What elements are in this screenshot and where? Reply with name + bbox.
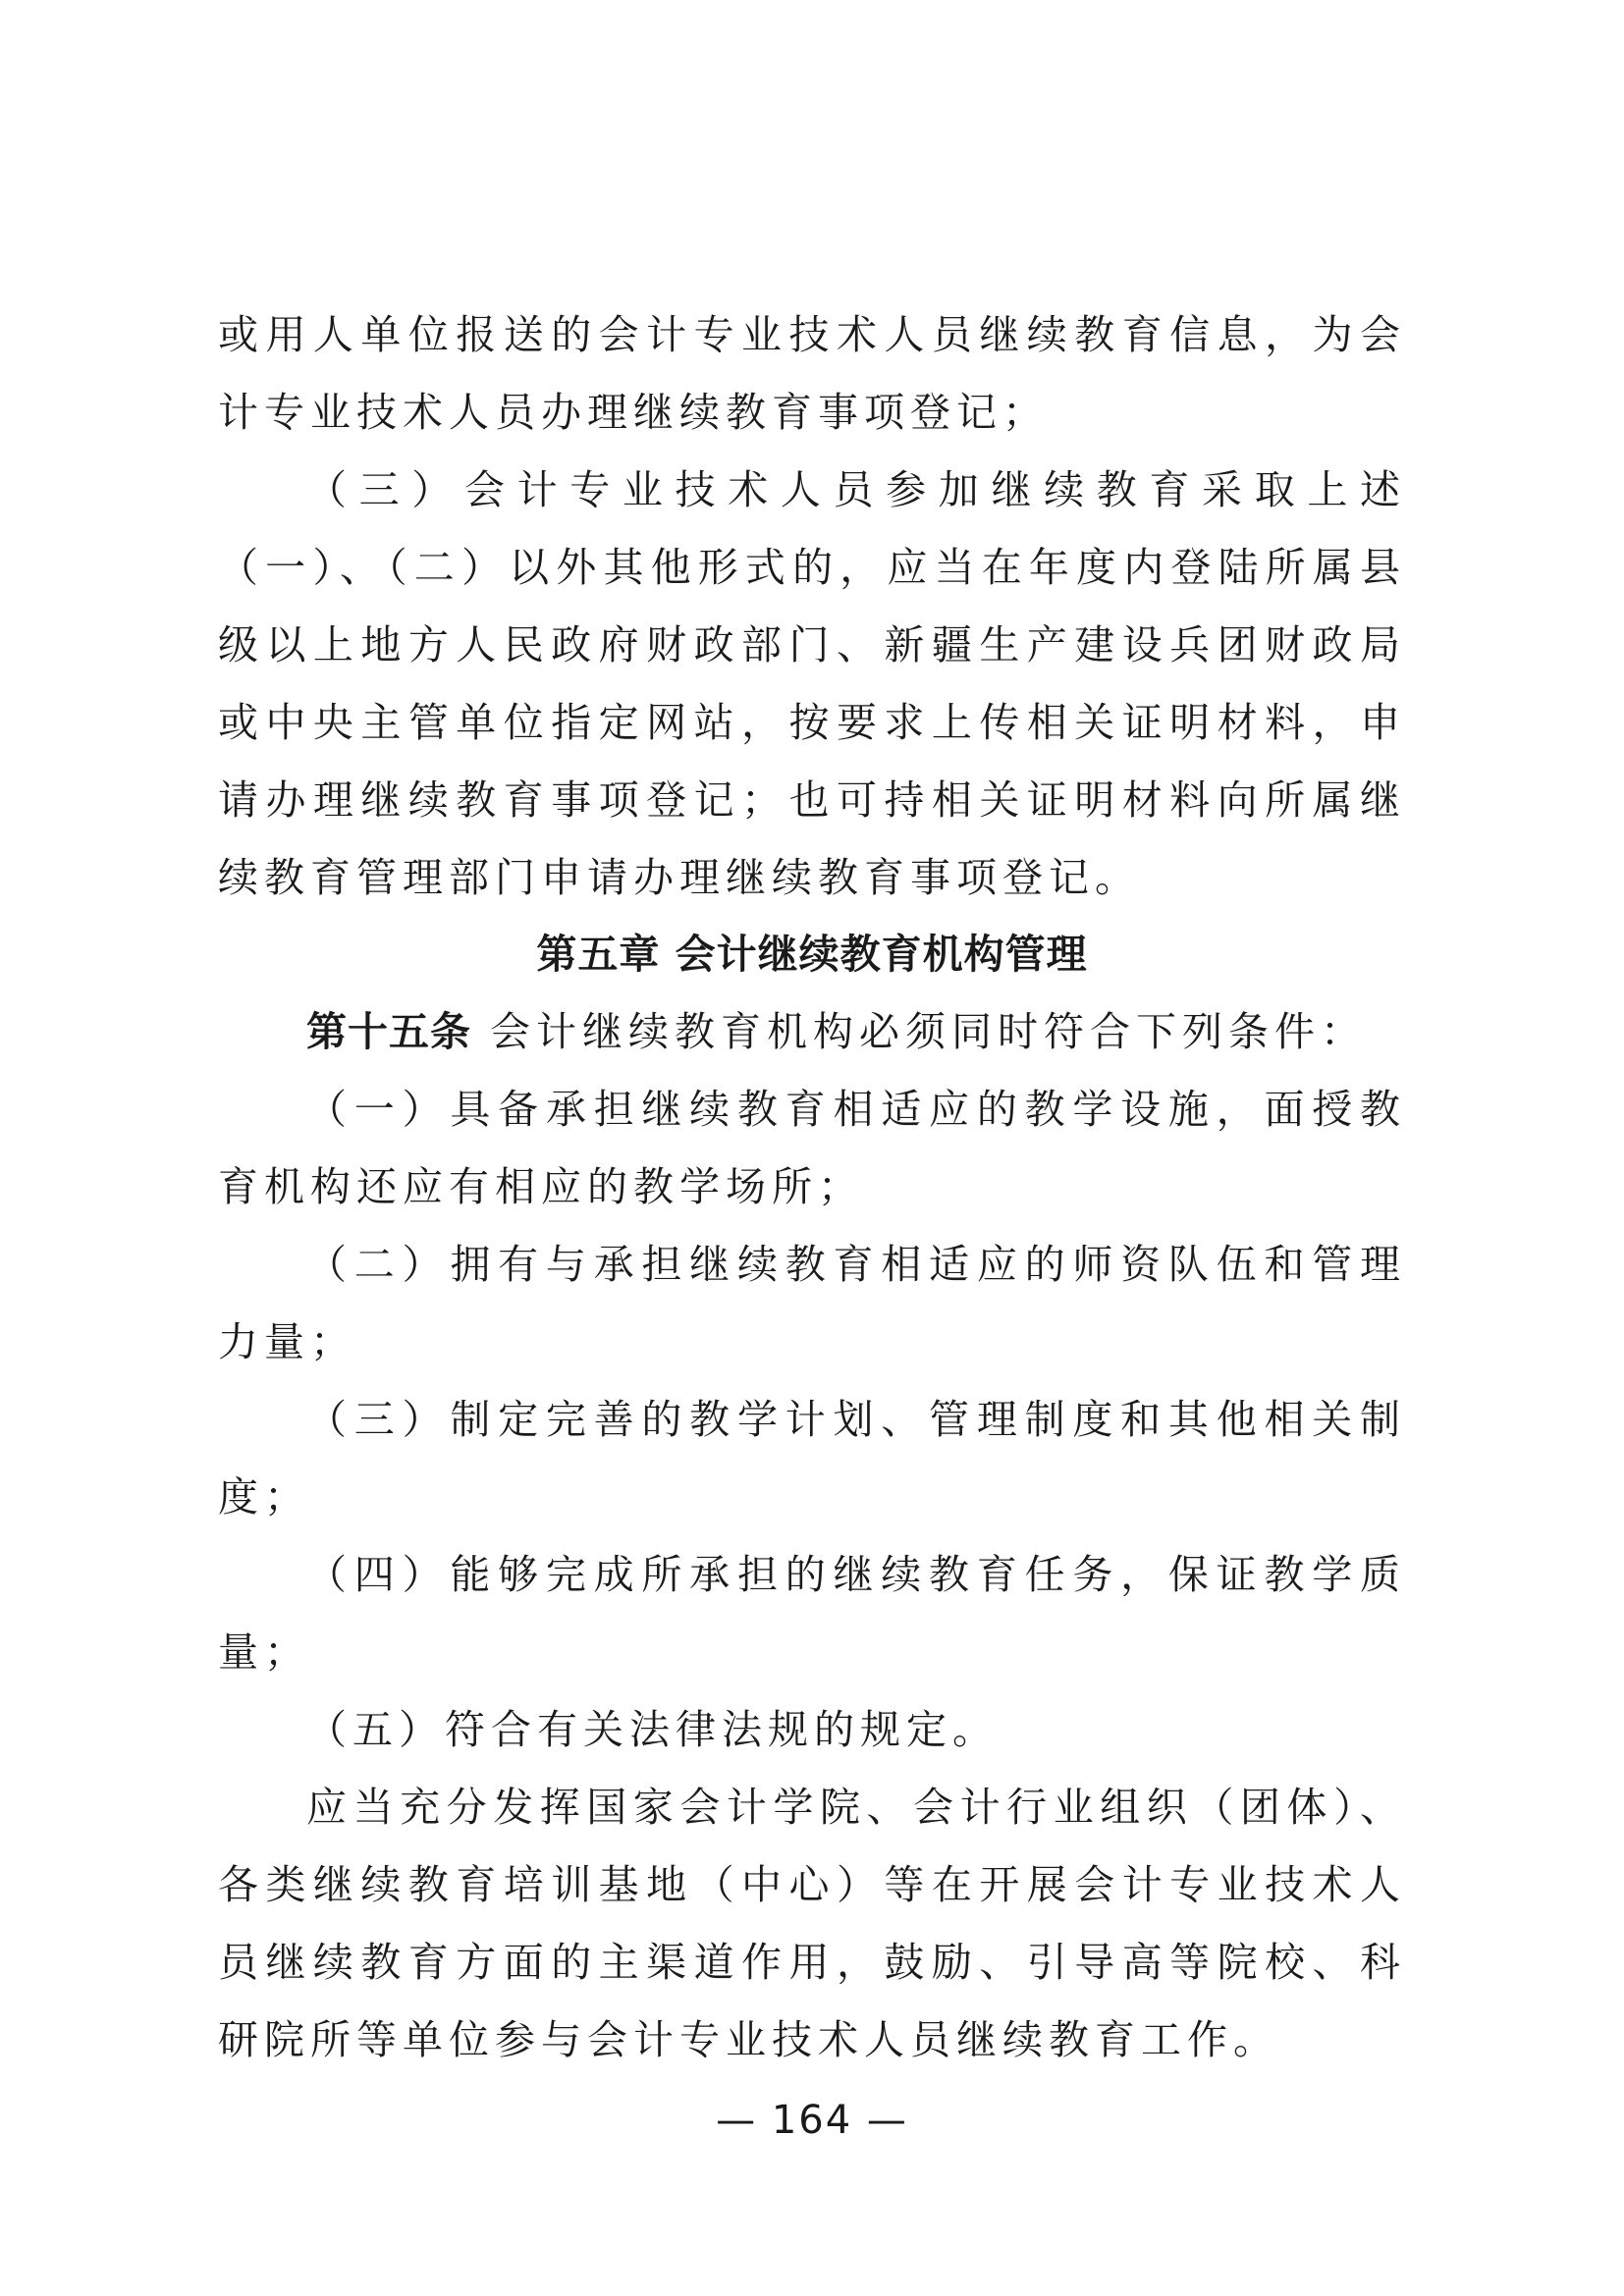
condition-2: （二）拥有与承担继续教育相适应的师资队伍和管理力量； [218, 1241, 1406, 1365]
condition-1: （一）具备承担继续教育相适应的教学设施，面授教育机构还应有相应的教学场所； [218, 1086, 1406, 1210]
article-15-text: 会计继续教育机构必须同时符合下列条件： [490, 1008, 1368, 1055]
chapter-title: 第五章 会计继续教育机构管理 [536, 931, 1088, 978]
condition-4: （四）能够完成所承担的继续教育任务，保证教学质量； [218, 1551, 1406, 1676]
page-number: — 164 — [716, 2098, 908, 2143]
condition-3: （三）制定完善的教学计划、管理制度和其他相关制度； [218, 1396, 1406, 1521]
closing-paragraph: 应当充分发挥国家会计学院、会计行业组织（团体）、各类继续教育培训基地（中心）等在开展会计专业技术人员继续教育方面的主渠道作用，鼓励、引导高等院校、科研院所等单位参与会计专业技术人员继续教育工作。 [218, 1784, 1406, 2063]
article-15-paragraph [218, 993, 1406, 1071]
article-text-block [218, 993, 1406, 2079]
condition-5: （五）符合有关法律法规的规定。 [306, 1706, 999, 1753]
continuation-paragraph: 或用人单位报送的会计专业技术人员继续教育信息，为会计专业技术人员办理继续教育事项登记； [218, 311, 1406, 436]
item-3-paragraph: （三）会计专业技术人员参加继续教育采取上述（一）、（二）以外其他形式的，应当在年度内登陆所属县级以上地方人民政府财政部门、新疆生产建设兵团财政局或中央主管单位指定网站，按要求上传相关证明材料，申请办理继续教育事项登记；也可持相关证明材料向所属继续教育管理部门申请办理继续教育事项登记。 [218, 466, 1406, 901]
top-text-block [218, 296, 1406, 917]
article-15-label: 第十五条 [306, 1008, 471, 1055]
